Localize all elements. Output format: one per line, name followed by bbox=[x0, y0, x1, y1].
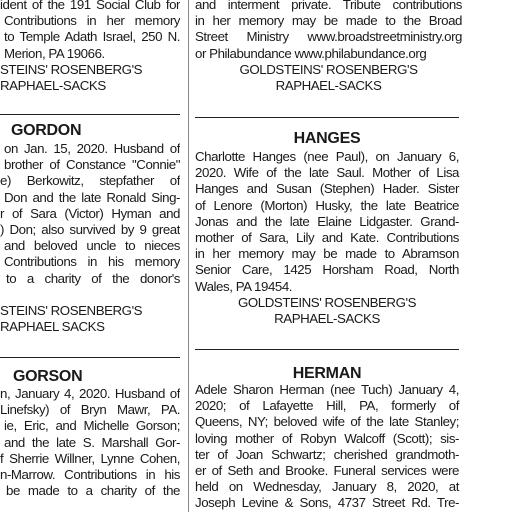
text-line: f Sherrie Willner, Lynne Cohen, bbox=[0, 450, 180, 466]
text-line: Hanges and Susan (Stephen) Hader. Sister bbox=[195, 181, 459, 197]
funeral-home-line: STEINS' ROSENBERG'S bbox=[0, 61, 143, 77]
text-line: Contributions in his memory bbox=[4, 254, 180, 270]
funeral-home-line: RAPHAEL-SACKS bbox=[274, 311, 380, 327]
right-column bbox=[195, 0, 462, 512]
funeral-home-line: GOLDSTEINS' ROSENBERG'S bbox=[238, 294, 416, 310]
text-line: e) Berkowitz, stepfather of bbox=[0, 173, 180, 189]
text-line: or Philabundance www.philabundance.org bbox=[195, 45, 427, 61]
section-rule bbox=[0, 357, 180, 358]
text-line: on Jan. 15, 2020. Husband of bbox=[4, 141, 180, 156]
text-line: 2020; of Lafayette Hill, PA, formerly of bbox=[195, 398, 459, 414]
text-line: ie, Eric, and Michelle Gorson; bbox=[4, 418, 180, 434]
text-line: and the late S. Marshall Gor- bbox=[4, 434, 180, 450]
section-rule bbox=[0, 114, 180, 115]
text-line: to Temple Adath Israel, 250 N. bbox=[4, 29, 180, 45]
text-line: ter of Joan Schwartz; cherished grandmoth- bbox=[195, 446, 459, 462]
text-line: to a charity of the donor's bbox=[6, 270, 180, 286]
text-line: mother of Sara, Lily and Kate. Contributions bbox=[195, 230, 459, 246]
obituary-title-hanges: HANGES bbox=[293, 130, 361, 147]
funeral-home-line: RAPHAEL-SACKS bbox=[275, 78, 382, 94]
funeral-home-line: RAPHAEL SACKS bbox=[0, 319, 105, 335]
text-line: n, January 4, 2020. Husband of bbox=[0, 386, 180, 401]
text-line: in her memory may be made to the Broad bbox=[195, 13, 462, 29]
funeral-home-line: RAPHAEL-SACKS bbox=[0, 78, 106, 94]
text-line: of Lenore (Morton) Husky, the late Beatrice bbox=[195, 197, 459, 213]
text-line: Charlotte Hanges (nee Paul), on January 6, bbox=[195, 149, 459, 164]
column-divider bbox=[188, 0, 189, 512]
text-line: Wales, PA 19454. bbox=[195, 278, 293, 294]
hanges-obituary-text bbox=[195, 149, 459, 327]
text-line: Linefsky) of Bryn Mawr, PA. bbox=[0, 402, 180, 418]
herman-obituary-text bbox=[195, 382, 459, 512]
text-line: Contributions in her memory bbox=[4, 13, 180, 29]
text-line: and interment private. Tribute contributions bbox=[195, 0, 462, 12]
text-line: n-Marrow. Contributions in his bbox=[0, 467, 180, 483]
text-line: Senior Care, 1425 Horsham Road, North bbox=[195, 262, 459, 278]
obituary-title-herman: HERMAN bbox=[292, 365, 362, 382]
text-line: ) Don; also survived by 9 great bbox=[0, 222, 180, 238]
text-line: Don and the late Ronald Sing- bbox=[4, 189, 180, 205]
obituary-title-gordon: GORDON bbox=[11, 122, 82, 139]
text-line: be made to a charity of the bbox=[6, 483, 180, 499]
text-line: Queens, NY; beloved wife of the late Stanley; bbox=[195, 414, 459, 430]
obituary-title-gorson: GORSON bbox=[13, 368, 83, 385]
text-line: Jonas and the late Elaine Lidgaster. Grand- bbox=[195, 213, 459, 229]
gorson-obituary-text bbox=[0, 386, 180, 499]
section-rule bbox=[195, 349, 459, 350]
text-line: Merion, PA 19066. bbox=[4, 45, 105, 61]
text-line-blank bbox=[0, 287, 180, 303]
funeral-home-line: STEINS' ROSENBERG'S bbox=[0, 302, 143, 318]
text-line: Adele Sharon Herman (nee Tuch) January 4, bbox=[195, 382, 459, 397]
section-rule bbox=[195, 117, 459, 118]
right-top-obituary-fragment bbox=[195, 0, 462, 94]
text-line: ident of the 191 Social Club for bbox=[0, 0, 180, 12]
text-line: 2020. Wife of the late Saul. Mother of Lisa bbox=[195, 165, 459, 181]
left-top-obituary-fragment bbox=[0, 0, 180, 94]
text-line: in her memory may be made to Abramson bbox=[195, 246, 459, 262]
funeral-home-line: GOLDSTEINS' ROSENBERG'S bbox=[239, 61, 418, 77]
gordon-obituary-text bbox=[0, 141, 180, 335]
text-line: and beloved uncle to nieces bbox=[4, 238, 180, 254]
text-line: Joseph Levine & Sons, 4737 Street Rd. Tre- bbox=[195, 495, 459, 511]
text-line: held on Wednesday, January 8, 2020, at bbox=[195, 479, 459, 495]
text-line: brother of Constance "Connie" bbox=[4, 157, 180, 173]
left-column bbox=[0, 0, 180, 512]
text-line: loving mother of Robyn Walcoff (Scott); sis- bbox=[195, 430, 459, 446]
text-line: er of Seth and Brooke. Funeral services were bbox=[195, 463, 459, 479]
text-line: r of Sara (Victor) Hyman and bbox=[0, 205, 180, 221]
text-line: Street Ministry www.broadstreetministry.org bbox=[195, 29, 462, 45]
